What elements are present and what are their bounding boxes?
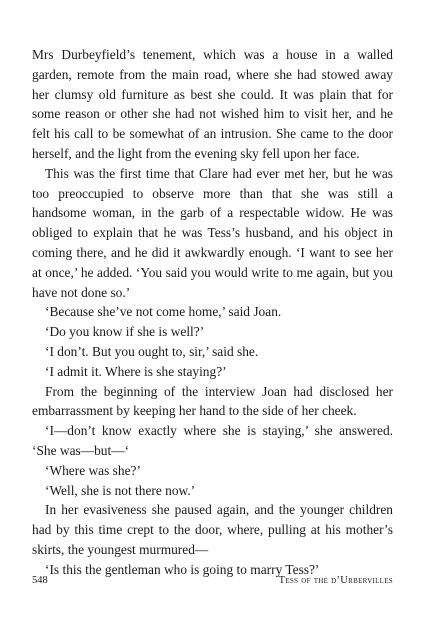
paragraph: ‘Do you know if she is well?’ [45,324,205,340]
body-text [32,45,393,580]
paragraph: ‘I don’t. But you ought to, sir,’ said she. [45,343,259,359]
paragraph: In her evasiveness she paused again, and the younger children had by this time crept to the door, where, pulling at his mother’s skirts, the youngest murmured— [32,502,393,557]
paragraph: ‘Well, she is not there now.’ [45,482,196,498]
running-title: Tess of the d’Urbervilles [278,575,393,586]
paragraph: Mrs Durbeyfield’s tenement, which was a house in a walled garden, remote from the main road, where she had stowed away her clumsy old furniture as best she could. It was plain that for some reason or other she had not wished him to visit her, and he felt his call to be somewhat of an intrusion. She came to the door herself, and the light from the evening sky fell upon her face. [32,47,393,161]
page-footer [32,575,393,591]
paragraph: This was the first time that Clare had ever met her, but he was too preoccupied to observe more than that she was still a handsome woman, in the garb of a respectable widow. He was obliged to explain that he was Tess’s husband, and his object in coming there, and he did it awkwardly enough. ‘I want to see her at once,’ he added. ‘You said you would write to me again, but you have not done so.’ [32,165,393,300]
paragraph: ‘Where was she?’ [45,462,141,478]
paragraph: ‘Is this the gentleman who is going to marry Tess?’ [45,561,320,577]
paragraph: ‘I admit it. Where is she staying?’ [45,363,227,379]
paragraph: ‘I—don’t know exactly where she is staying,’ she answered. ‘She was—but—‘ [32,423,393,458]
paragraph: ‘Because she’ve not come home,’ said Joan. [45,304,282,320]
page-number: 548 [32,575,48,586]
paragraph: From the beginning of the interview Joan had disclosed her embarrassment by keeping her hand to the side of her cheek. [32,383,393,419]
